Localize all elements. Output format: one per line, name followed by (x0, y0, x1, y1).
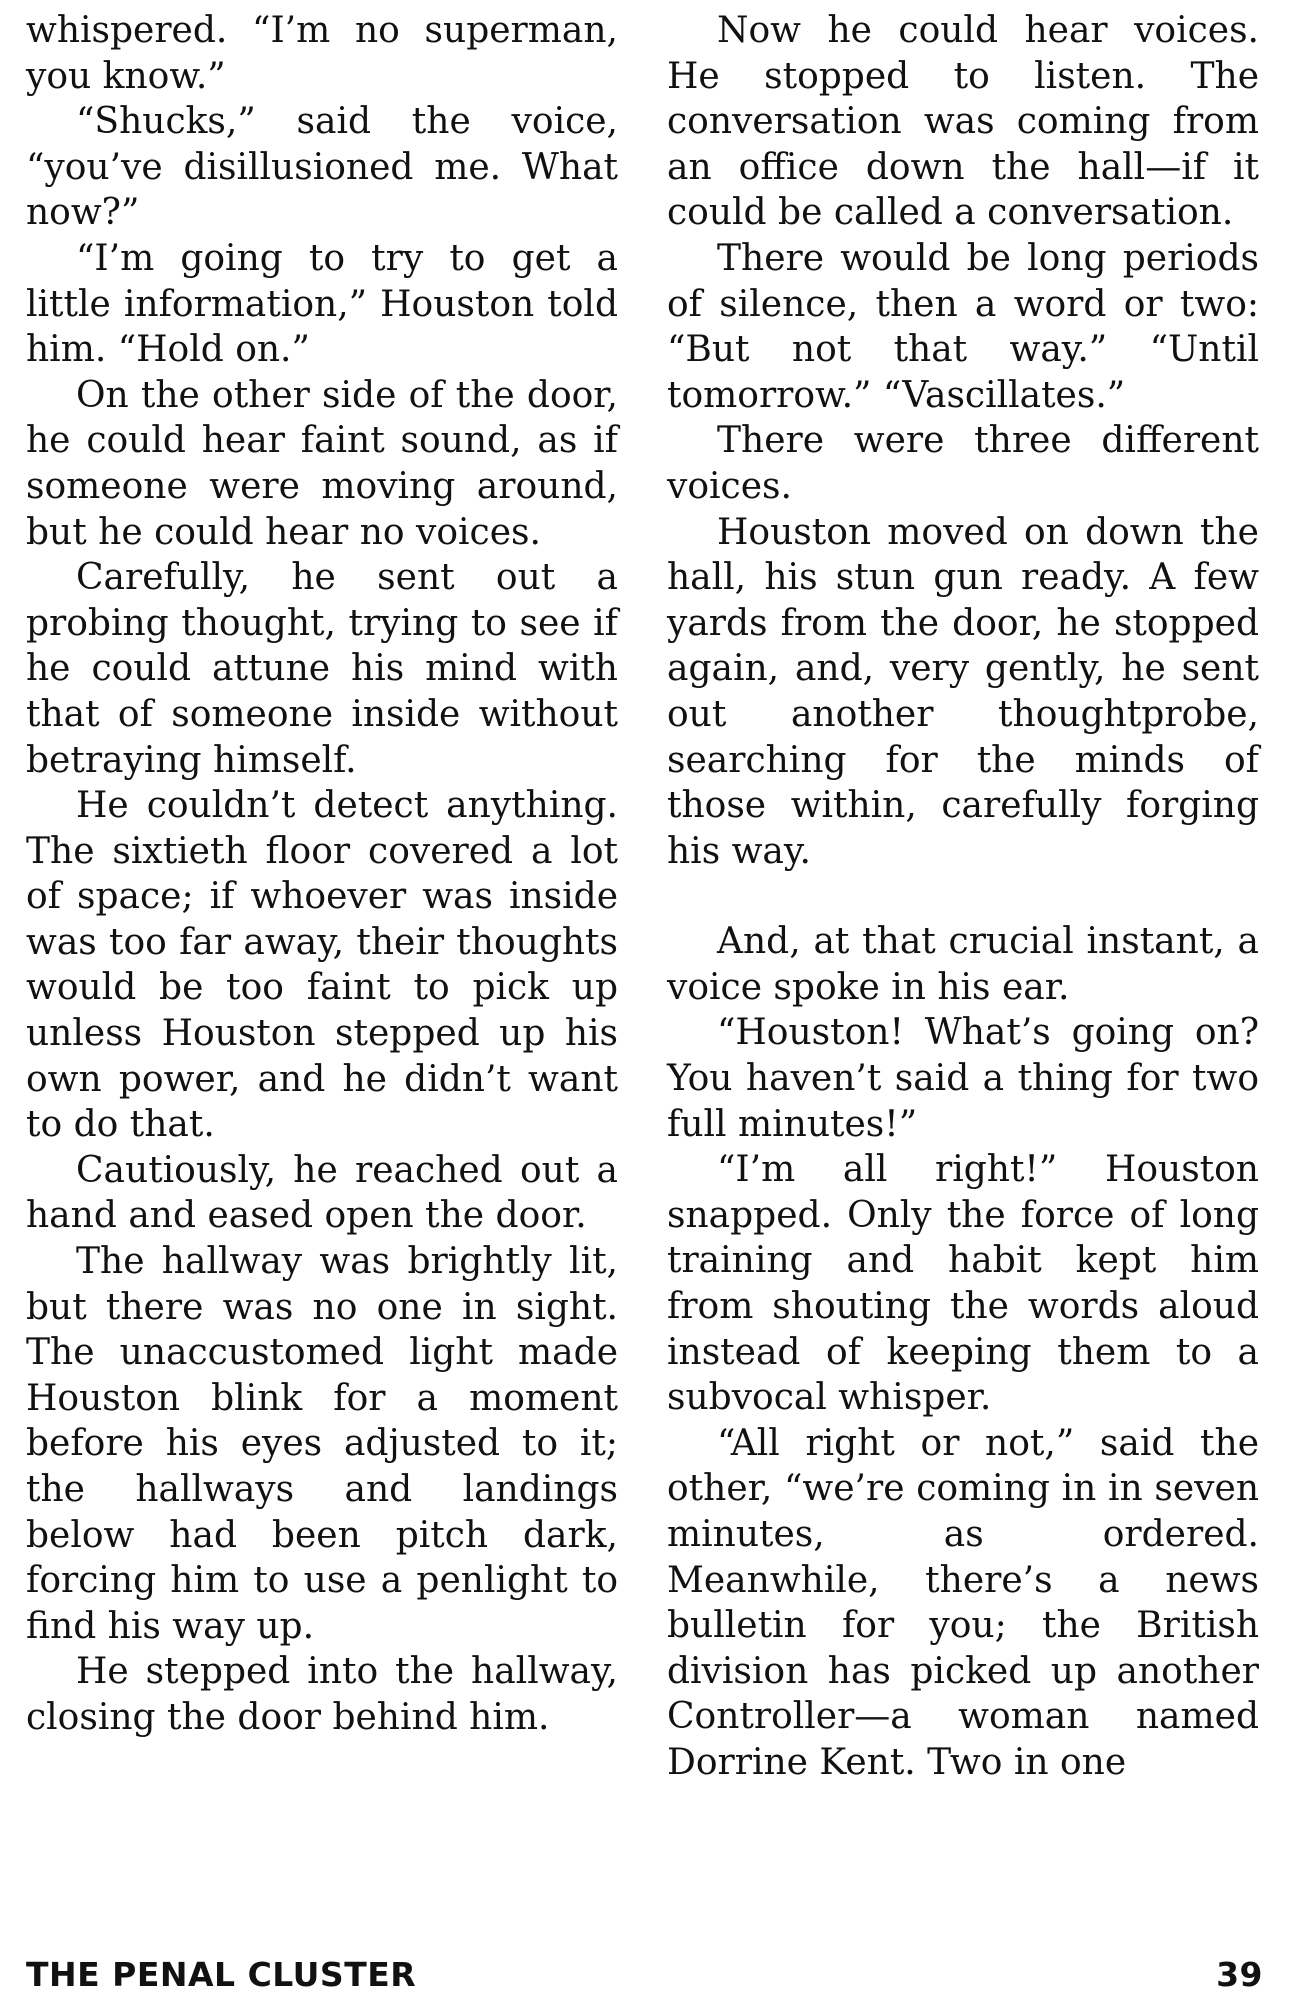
paragraph: whispered. “I’m no superman, you know.” (26, 10, 618, 97)
page-number: 39 (1216, 1955, 1263, 1994)
paragraph: “Houston! What’s going on? You haven’t said a thing for two full minutes!” (667, 1012, 1259, 1145)
running-title: THE PENAL CLUSTER (26, 1955, 417, 1994)
paragraph: Houston moved on down the hall, his stun gun ready. A few yards from the door, he stopped again, and, very gently, he sent out another thoughtprobe, searching for the minds of those within, carefully forging his way. (667, 511, 1259, 872)
left-text-column (26, 8, 618, 1741)
paragraph: On the other side of the door, he could hear faint sound, as if someone were moving around, but he could hear no voices. (26, 374, 618, 553)
paragraph: He couldn’t detect anything. The sixtieth floor covered a lot of space; if whoever was inside was too far away, their thoughts would be too faint to pick up unless Houston stepped up his own power, and he didn’t want to do that. (26, 785, 618, 1146)
paragraph: “Shucks,” said the voice, “you’ve disillusioned me. What now?” (26, 101, 618, 234)
paragraph: “I’m all right!” Houston snapped. Only the force of long training and habit kept him from shouting the words aloud instead of keeping them to a subvocal whisper. (667, 1149, 1259, 1419)
paragraph: He stepped into the hallway, closing the door behind him. (26, 1651, 618, 1738)
paragraph: “All right or not,” said the other, “we’re coming in in seven minutes, as ordered. Meanwhile, there’s a news bulletin for you; the British division has picked up another Controller—a woman named Dorrine Kent. Two in one (667, 1422, 1259, 1783)
paragraph: Cautiously, he reached out a hand and eased open the door. (26, 1149, 618, 1237)
paragraph: Now he could hear voices. He stopped to listen. The conversation was coming from an office down the hall—if it could be called a conversation. (667, 10, 1259, 234)
paragraph: There would be long periods of silence, then a word or two: “But not that way.” “Until tomorrow.” “Vascillates.” (667, 237, 1259, 416)
paragraph: “I’m going to try to get a little information,” Houston told him. “Hold on.” (26, 237, 618, 371)
paragraph: The hallway was brightly lit, but there was no one in sight. The unaccustomed light made Houston blink for a moment before his eyes adjusted to it; the hallways and landings below had been pitch dark, forcing him to use a penlight to find his way up. (26, 1241, 618, 1647)
paragraph: And, at that crucial instant, a voice spoke in his ear. (667, 921, 1259, 1008)
paragraph: There were three different voices. (667, 420, 1259, 507)
paragraph: Carefully, he sent out a probing thought, trying to see if he could attune his mind with that of someone inside without betraying himself. (26, 557, 618, 781)
right-text-column (667, 8, 1259, 1786)
page-footer (26, 1955, 1263, 1999)
